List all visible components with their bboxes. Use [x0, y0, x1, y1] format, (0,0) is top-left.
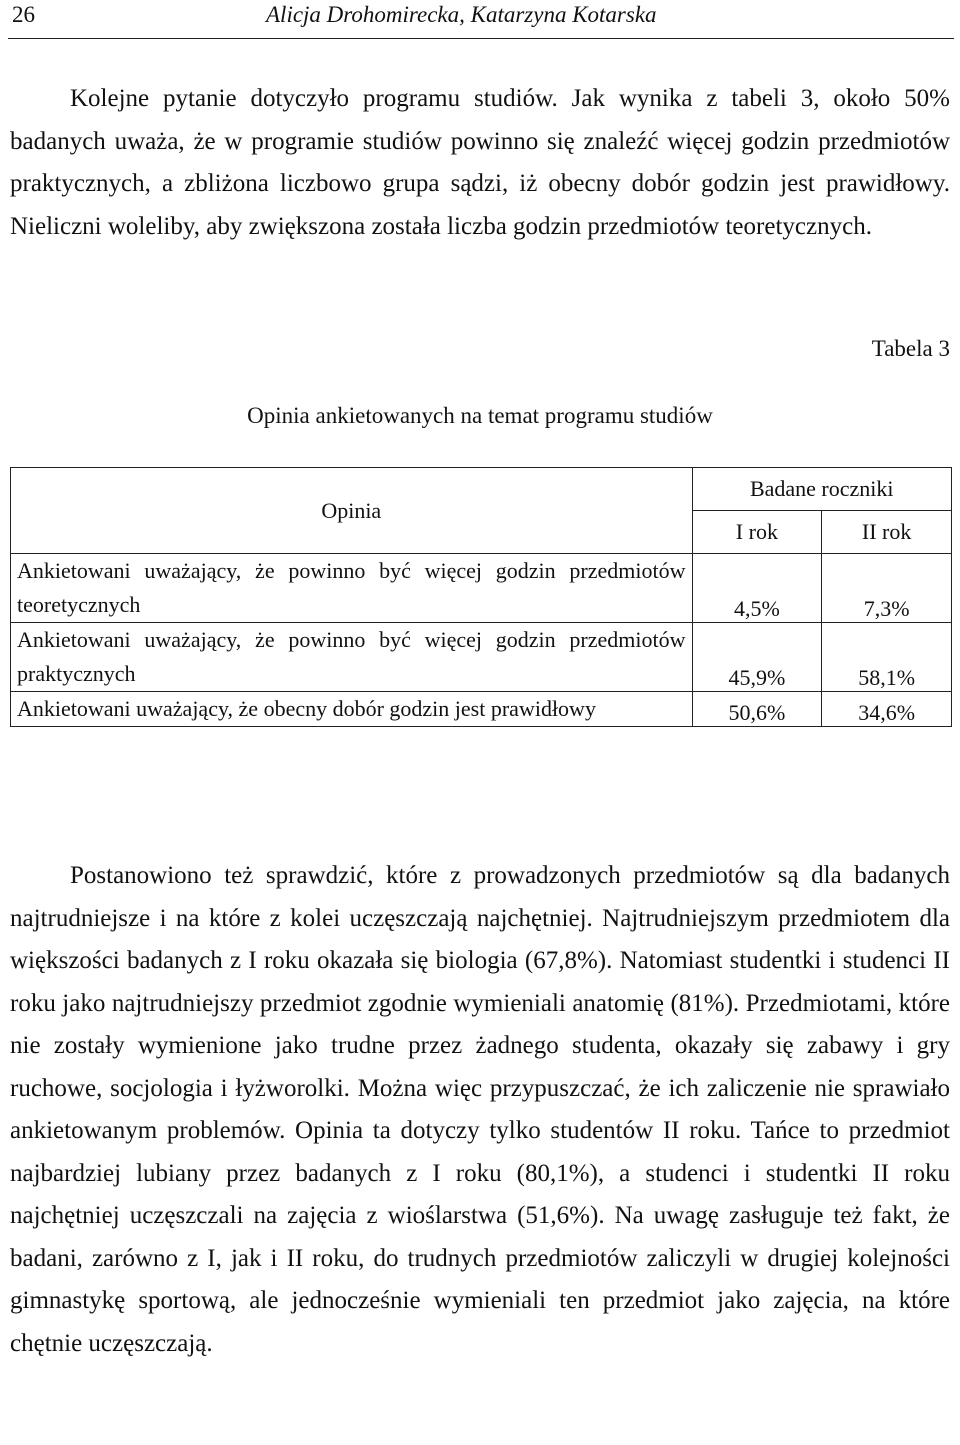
row-value-year2: 7,3%: [822, 554, 952, 623]
page-number: 26: [12, 2, 35, 27]
paragraph-subjects: [10, 855, 950, 1365]
col-header-opinion: Opinia: [11, 468, 693, 554]
row-value-year2: 58,1%: [822, 623, 952, 692]
row-value-year2: 34,6%: [822, 692, 952, 727]
table-label: Tabela 3: [871, 336, 950, 361]
col-header-year1: I rok: [692, 511, 822, 554]
row-opinion: Ankietowani uważający, że powinno być więcej godzin przedmiotów teoretycznych: [11, 554, 693, 623]
table-row: [11, 554, 952, 623]
paragraph-subjects-text: Postanowiono też sprawdzić, które z prowadzonych przedmiotów są dla badanych najtrudniejsze i na które z kolei uczęszczają najchętniej. Najtrudniejszym przedmiotem dla większości badanych z I roku okazała się biologia (67,8%). Natomiast studentki i studenci II roku jako najtrudniejszy przedmiot zgodnie wymieniali anatomię (81%). Przedmiotami, które nie zostały wymienione jako trudne przez żadnego studenta, okazały się zabawy i gry ruchowe, socjologia i łyżworolki. Można więc przypuszczać, że ich zaliczenie nie sprawiało ankietowanym problemów. Opinia ta dotyczy tylko studentów II roku. Tańce to przedmiot najbardziej lubiany przez badanych z I roku (80,1%), a studenci i studentki II roku najchętniej uczęszczali na zajęcia z wioślarstwa (51,6%). Na uwagę zasługuje też fakt, że badani, zarówno z I, jak i II roku, do trudnych przedmiotów zaliczyli w drugiej kolejności gimnastykę sportową, ale jednocześnie wymieniali ten przedmiot jako zajęcia, na które chętnie uczęszczają.: [10, 862, 950, 1357]
table-title: Opinia ankietowanych na temat programu studiów: [247, 403, 713, 428]
row-value-year1: 45,9%: [692, 623, 822, 692]
row-value-year1: 4,5%: [692, 554, 822, 623]
table-header-row: [11, 468, 952, 511]
paragraph-intro: [10, 78, 950, 248]
running-head: Alicja Drohomirecka, Katarzyna Kotarska: [266, 2, 657, 27]
row-value-year1: 50,6%: [692, 692, 822, 727]
paragraph-intro-text: Kolejne pytanie dotyczyło programu studiów. Jak wynika z tabeli 3, około 50% badanych uważa, że w programie studiów powinno się znaleźć więcej godzin przedmiotów praktycznych, a zbliżona liczbowo grupa sądzi, iż obecny dobór godzin jest prawidłowy. Nieliczni woleliby, aby zwiększona została liczba godzin przedmiotów teoretycznych.: [10, 85, 950, 240]
row-opinion: Ankietowani uważający, że obecny dobór godzin jest prawidłowy: [11, 692, 693, 727]
opinion-table: [10, 467, 952, 727]
table-row: [11, 623, 952, 692]
page-header: [8, 0, 954, 39]
col-header-year2: II rok: [822, 511, 952, 554]
col-header-group: Badane roczniki: [692, 468, 951, 511]
row-opinion: Ankietowani uważający, że powinno być więcej godzin przedmiotów praktycznych: [11, 623, 693, 692]
table-row: [11, 692, 952, 727]
